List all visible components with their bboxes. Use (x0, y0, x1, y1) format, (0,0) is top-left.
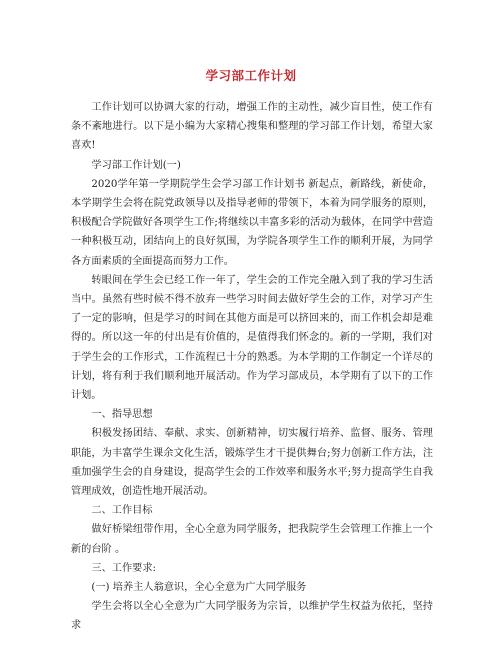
section-heading-work-requirements: 三、工作要求: (91, 562, 156, 574)
paragraph-reflection: 转眼间在学生会已经工作一年了，学生会的工作完全融入到了我的学习生活当中。虽然有些时候不得不放弃一些学习时间去做好学生会的工作，对学习产生了一定的影响，但是学习的时间在其他方面是可以挤回来的，而工作机会却是难得的。所以这一年的付出是有价值的，是值得我们怀念的。新的一学期，我们对于学生会的工作形式，工作流程已十分的熟悉。为本学期的工作制定一个详尽的计划，将有利于我们顺利地开展活动。作为学习部成员，本学期有了以下的工作计划。 (71, 274, 433, 402)
paragraph-intro: 工作计划可以协调大家的行动，增强工作的主动性，减少盲目性，使工作有条不紊地进行。以下是小编为大家精心搜集和整理的学习部工作计划，希望大家喜欢! (71, 102, 433, 152)
paragraph-plan-overview: 2020学年第一学期院学生会学习部工作计划书 新起点，新路线，新使命，本学期学生会将在院党政领导以及指导老师的带领下，本着为同学服务的原则，积极配合学院做好各项学生工作;将继续以丰富多彩的活动为载体，在同学中营造一种积极互动，团结向上的良好氛围，为学院各项学生工作的顺利开展，为同学各方面素质的全面提高而努力工作。 (71, 178, 433, 267)
paragraph-ownership: 学生会将以全心全意为广大同学服务为宗旨，以维护学生权益为依托，坚持求 (71, 601, 433, 632)
document-title: 学习部工作计划 (205, 68, 297, 83)
section-heading-guiding-ideology: 一、指导思想 (91, 409, 153, 421)
paragraph-guiding-ideology: 积极发扬团结、奉献、求实、创新精神，切实履行培养、监督、服务、管理职能，为丰富学生课余文化生活，锻炼学生才干提供舞台;努力创新工作方法，注重加强学生会的自身建设，提高学生会的工作效率和服务水平;努力提高学生自我管理成效，创造性地开展活动。 (71, 428, 433, 498)
paragraph-plan-heading: 学习部工作计划(一) (91, 159, 181, 171)
section-heading-work-goals: 二、工作目标 (91, 505, 153, 517)
paragraph-work-goals: 做好桥梁纽带作用，全心全意为同学服务，把我院学生会管理工作推上一个新的台阶 。 (71, 524, 433, 555)
document-body (71, 98, 433, 636)
subsection-heading-ownership: (一) 培养主人翁意识，全心全意为广大同学服务 (91, 582, 307, 594)
